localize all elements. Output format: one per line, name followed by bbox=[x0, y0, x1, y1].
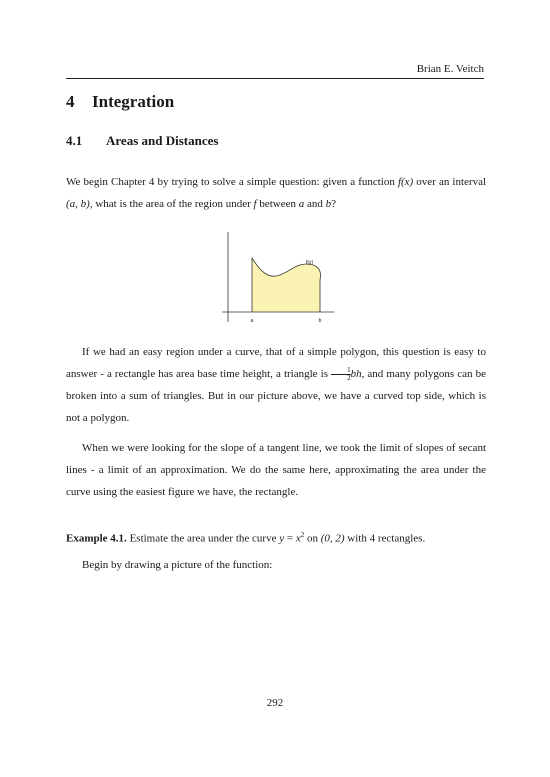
text: Estimate the area under the curve bbox=[126, 532, 280, 545]
frac-den: 2 bbox=[347, 373, 351, 382]
b-label: b bbox=[318, 318, 322, 324]
header-rule bbox=[66, 78, 484, 79]
paragraph-begin: Begin by drawing a picture of the function: bbox=[82, 559, 273, 571]
math: (0, 2) bbox=[320, 532, 345, 545]
area-fill bbox=[252, 258, 320, 312]
text: If we had an easy region under a curve, that of a simple polygon, this question is easy to answer - a rectangle has area base time height, a triangle is bbox=[66, 346, 486, 380]
chapter-title bbox=[66, 92, 174, 112]
area-under-curve-figure bbox=[222, 230, 334, 328]
section-title-text: Areas and Distances bbox=[106, 133, 219, 148]
frac-num: 1 bbox=[331, 367, 351, 375]
a-label: a bbox=[250, 318, 254, 324]
section-title bbox=[66, 133, 218, 149]
header-author: Brian E. Veitch bbox=[416, 63, 484, 75]
text: , what is the area of the region under bbox=[89, 198, 254, 210]
exponent: 2 bbox=[300, 531, 305, 539]
text: , and many polygons can be broken into a sum of triangles. But in our picture above, we have a curved top side, which is not a polygon. bbox=[66, 368, 486, 424]
curve-label: f(x) bbox=[306, 260, 314, 266]
text: with 4 rectangles. bbox=[344, 532, 426, 545]
math: y bbox=[279, 532, 285, 545]
text: ? bbox=[331, 198, 337, 210]
math: b bbox=[325, 198, 332, 210]
text: on bbox=[304, 532, 321, 545]
paragraph-tangent: When we were looking for the slope of a tangent line, we took the limit of slopes of secant lines - a limit of an approximation. We do the same here, approximating the area under the curve using the easiest figure we have, the rectangle. bbox=[66, 442, 486, 498]
text: We begin Chapter 4 by trying to solve a simple question: given a function bbox=[66, 176, 398, 188]
text: between bbox=[256, 198, 299, 210]
math: a bbox=[298, 198, 305, 210]
chapter-number: 4 bbox=[66, 92, 75, 111]
text: over an interval bbox=[413, 176, 487, 188]
example-label: Example 4.1. bbox=[66, 532, 127, 545]
text: = bbox=[284, 532, 296, 545]
section-number: 4.1 bbox=[66, 133, 83, 148]
math: bh bbox=[350, 368, 362, 380]
chapter-title-text: Integration bbox=[92, 92, 175, 111]
math: f(x) bbox=[397, 176, 414, 188]
fraction-one-half bbox=[331, 367, 351, 382]
math: x bbox=[295, 532, 301, 545]
paragraph-polygon bbox=[66, 341, 486, 429]
example-statement bbox=[66, 524, 486, 550]
text: and bbox=[304, 198, 326, 210]
page-number: 292 bbox=[266, 697, 284, 709]
paragraph-intro bbox=[66, 171, 486, 215]
math: f bbox=[253, 198, 257, 210]
math: (a, b) bbox=[66, 198, 90, 210]
